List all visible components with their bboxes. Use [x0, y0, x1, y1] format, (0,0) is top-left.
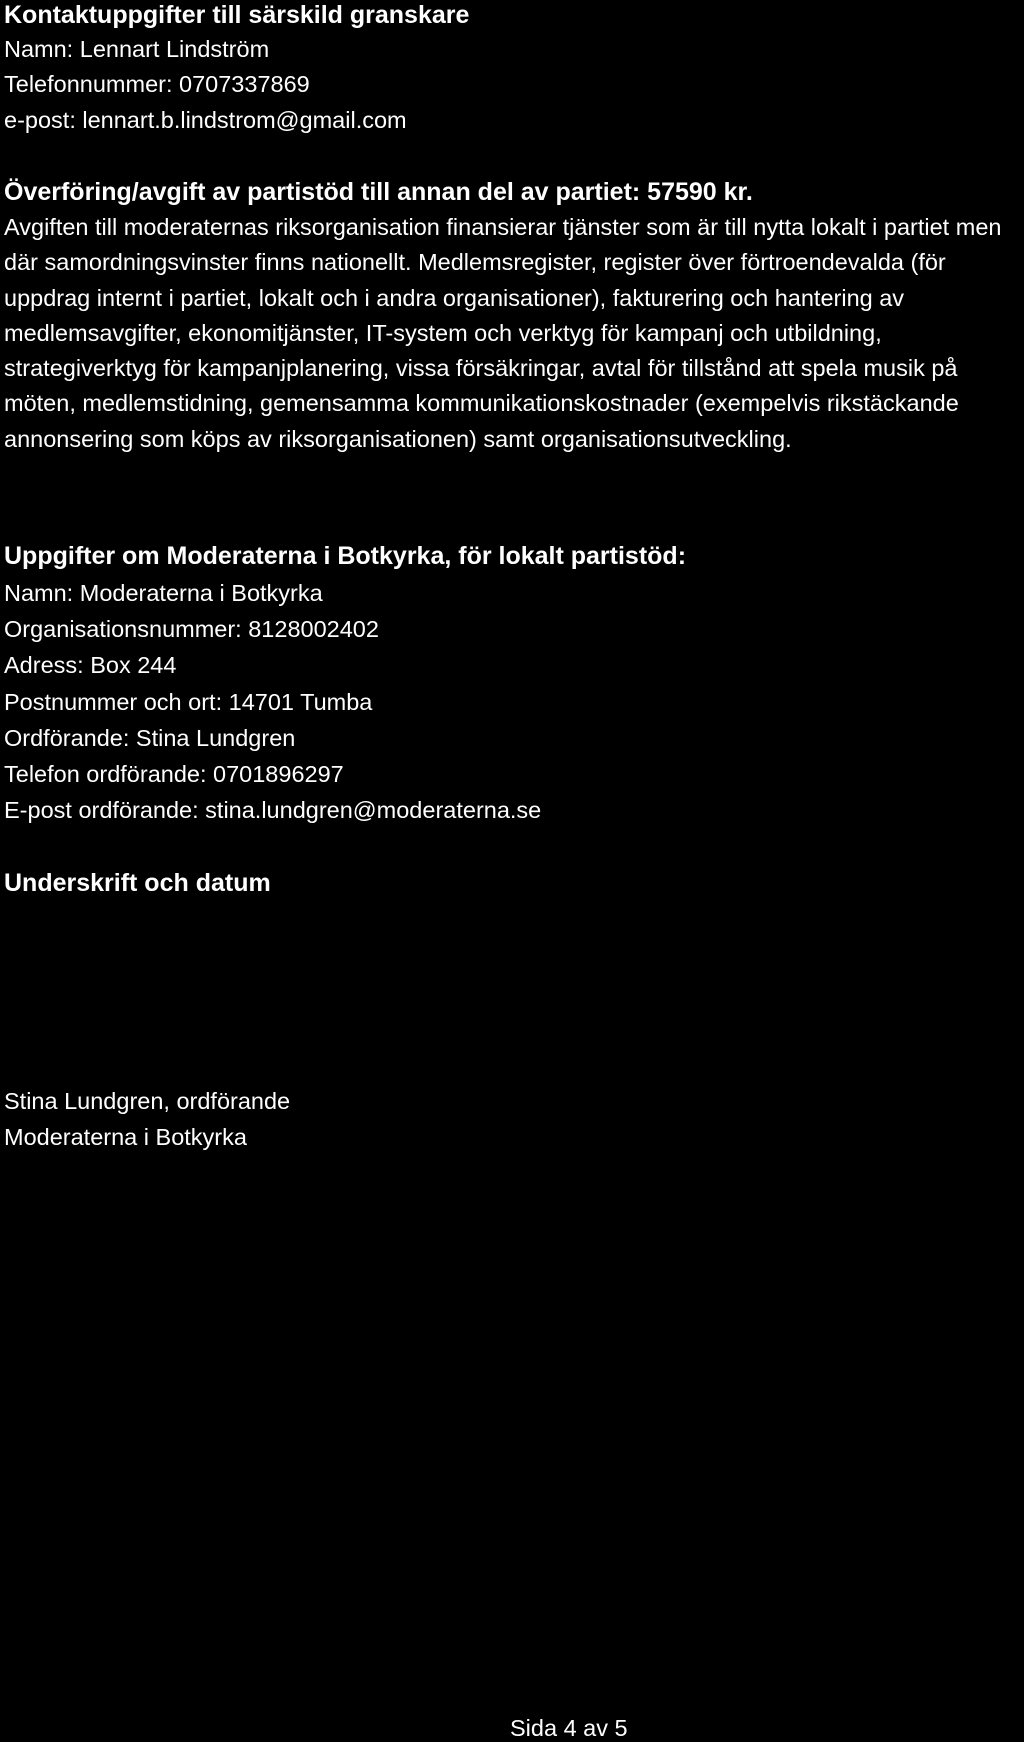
org-address: Adress: Box 244 [4, 652, 177, 678]
org-name: Namn: Moderaterna i Botkyrka [4, 580, 323, 606]
signature-org: Moderaterna i Botkyrka [4, 1124, 247, 1150]
transfer-body: Avgiften till moderaternas riksorganisation finansierar tjänster som är till nytta lokalt i partiet men där samordningsvinster finns nationellt. Medlemsregister, register över förtroendevalda (för uppdrag internt i partiet, lokalt och i andra organisationer), fakturering och hantering av medlemsavgifter, ekonomitjänster, IT-system och verktyg för kampanj och utbildning, strategiverktyg för kampanjplanering, vissa försäkringar, avtal för tillstånd att spela musik på möten, medlemstidning, gemensamma kommunikationskostnader (exempelvis rikstäckande annonsering som köps av riksorganisationen) samt organisationsutveckling. [4, 214, 1002, 452]
signature-heading: Underskrift och datum [4, 869, 271, 897]
org-chair-email: E-post ordförande: stina.lundgren@moderaterna.se [4, 797, 542, 823]
contact-email: e-post: lennart.b.lindstrom@gmail.com [4, 107, 407, 133]
contact-phone: Telefonnummer: 0707337869 [4, 71, 310, 97]
org-heading: Uppgifter om Moderaterna i Botkyrka, för lokalt partistöd: [4, 542, 687, 570]
org-number: Organisationsnummer: 8128002402 [4, 616, 379, 642]
org-chair: Ordförande: Stina Lundgren [4, 725, 296, 751]
signature-signer: Stina Lundgren, ordförande [4, 1088, 291, 1114]
org-postal: Postnummer och ort: 14701 Tumba [4, 689, 373, 715]
contact-name: Namn: Lennart Lindström [4, 36, 270, 62]
transfer-heading: Överföring/avgift av partistöd till annan del av partiet: 57590 kr. [4, 178, 753, 206]
org-chair-phone: Telefon ordförande: 0701896297 [4, 761, 344, 787]
page-number: Sida 4 av 5 [510, 1715, 628, 1741]
contact-heading: Kontaktuppgifter till särskild granskare [4, 1, 470, 29]
